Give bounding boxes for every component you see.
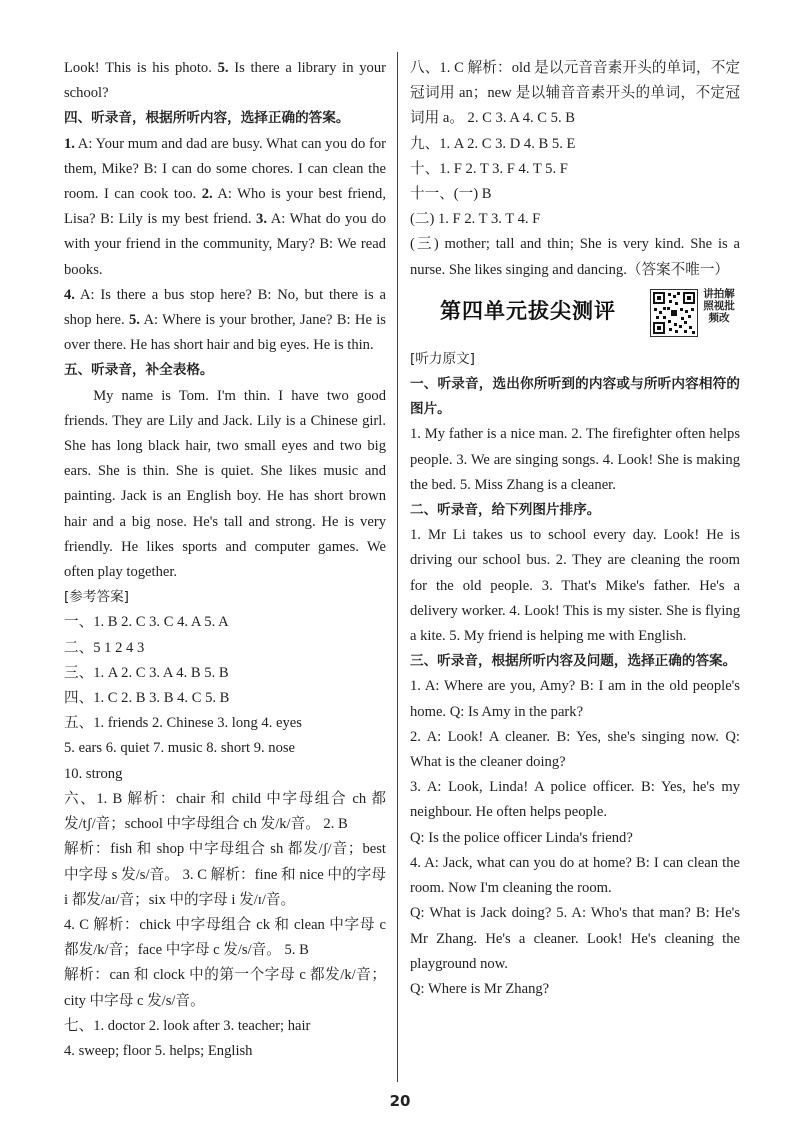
text: Look! This is his photo. xyxy=(64,60,218,76)
section-heading: 五、听录音，补全表格。 xyxy=(64,362,214,379)
text: B: No, but there is a shop here. xyxy=(64,286,386,329)
text: B: Lily is my best friend. xyxy=(100,211,257,228)
answer-line: 十、1. F 2. T 3. F 4. T 5. F xyxy=(410,160,568,177)
dialogue: 3. A: Look, Linda! A police officer. B: Yes, he's my neighbour. He often helps people. xyxy=(410,779,740,821)
answer-line: (二) 1. F 2. T 3. T 4. F xyxy=(410,211,541,228)
answer-line: 八、1. C 解析：old 是以元音音素开头的单词，不定冠词用 an；new 是以辅音音素开头的单词，不定冠词用 a。 2. C 3. A 4. C 5. B xyxy=(410,60,740,127)
answer-line: 5. ears 6. quiet 7. music 8. short 9. nose xyxy=(64,740,296,757)
section-heading: 四、听录音，根据所听内容，选择正确的答案。 xyxy=(64,110,350,127)
column-divider xyxy=(397,52,398,1082)
text: A: Your mum and dad are busy. What can you do for them, Mike? xyxy=(64,135,386,177)
dialogue: 2. A: Look! A cleaner. B: Yes, she's singing now. Q: What is the cleaner doing? xyxy=(410,728,740,771)
question-number: 4. xyxy=(64,286,75,303)
reference-answers-heading: [参考答案] xyxy=(64,589,129,606)
answer-line: 解析：can 和 clock 中的第一个字母 c 都发/k/音；city 中字母 c 发/s/音。 xyxy=(64,967,386,1009)
answer-line: 三、1. A 2. C 3. A 4. B 5. B xyxy=(64,664,229,681)
text: B: We read books. xyxy=(64,236,386,278)
paragraph xyxy=(64,132,386,283)
question-number: 2. xyxy=(201,186,213,203)
dialogue: 4. A: Jack, what can you do at home? B: I can clean the room. Now I'm cleaning the room. xyxy=(410,854,740,897)
text: A: Is there a bus stop here? xyxy=(74,286,258,303)
text: A: Where is your brother, Jane? xyxy=(139,312,337,329)
text: A: What do you do with your friend in the community, Mary? xyxy=(64,211,386,253)
right-column xyxy=(410,56,740,1002)
text: Is there a library in your school? xyxy=(64,60,386,102)
paragraph xyxy=(64,283,386,359)
question-number: 5. xyxy=(129,312,140,329)
answer-line: 十一、(一) B xyxy=(410,186,492,203)
question-number: 3. xyxy=(256,211,267,228)
passage: My name is Tom. I'm thin. I have two good friends. They are Lily and Jack. Lily is a Chinese girl. She has long black hair, two small eyes and two big ears. She is thin. She is quiet. She likes music and painting. Jack is an English boy. He has short brown hair and a big nose. He's tall and strong. He is very friendly. He likes sports and computer games. We often play together. xyxy=(64,387,386,581)
section-heading: 三、听录音，根据所听内容及问题，选择正确的答案。 xyxy=(410,653,737,670)
answer-line: 解析：fish 和 shop 中字母组合 sh 都发/ʃ/音；best 中字母 s 发/s/音。 3. C 解析：fine 和 nice 中的字母 i 都发/aɪ/音；six 中的字母 i 发/ɪ/音。 xyxy=(64,841,386,908)
section-heading: 一、听录音，选出你所听到的内容或与所听内容相符的图片。 xyxy=(410,376,740,418)
paragraph xyxy=(64,56,386,106)
dialogue: 1. A: Where are you, Amy? B: I am in the old people's home. Q: Is Amy in the park? xyxy=(410,678,740,720)
page-number: 20 xyxy=(389,1092,411,1110)
unit-title: 第四单元拔尖测评 xyxy=(440,298,616,323)
question-number: 1. xyxy=(64,135,75,152)
paragraph: 1. Mr Li takes us to school every day. Look! He is driving our school bus. 2. They are cleaning the room for the old people. 3. That's Mike's father. He's a delivery worker. 4. Look! This is my sister. She is flying a kite. 5. My friend is helping me with English. xyxy=(410,527,740,645)
text: B: He is over there. He has short hair and big eyes. He is thin. xyxy=(64,312,386,354)
listening-script-heading: [听力原文] xyxy=(410,350,475,367)
question-number: 5. xyxy=(217,60,229,76)
answer-line: 4. sweep; floor 5. helps; English xyxy=(64,1042,253,1059)
dialogue: Q: Where is Mr Zhang? xyxy=(410,980,550,997)
section-heading: 二、听录音，给下列图片排序。 xyxy=(410,502,601,519)
paragraph: 1. My father is a nice man. 2. The firefighter often helps people. 3. We are singing songs. 4. Look! She is making the bed. 5. Miss Zhang is a cleaner. xyxy=(410,426,740,493)
unit-title-block xyxy=(410,289,740,345)
answer-line: 五、1. friends 2. Chinese 3. long 4. eyes xyxy=(64,715,302,732)
dialogue: Q: Is the police officer Linda's friend? xyxy=(410,829,633,846)
dialogue: Q: What is Jack doing? 5. A: Who's that man? B: He's Mr Zhang. He's a cleaner. Look! He's cleaning the playground now. xyxy=(410,905,740,972)
text: B: I can do some chores. I can clean the room. I can cook too. xyxy=(64,160,386,203)
left-column xyxy=(64,56,386,1064)
answer-line: 4. C 解析：chick 中字母组合 ck 和 clean 中字母 c 都发/k/音；face 中字母 c 发/s/音。 5. B xyxy=(64,916,386,959)
answer-line: 六、1. B 解析：chair 和 child 中字母组合 ch 都发/tʃ/音；school 中字母组合 ch 发/k/音。 2. B xyxy=(64,790,386,833)
answer-line: 二、5 1 2 4 3 xyxy=(64,639,145,656)
qr-caption: 讲拍解照视批频改 xyxy=(703,287,735,324)
qr-code-icon[interactable] xyxy=(650,289,698,337)
answer-line: 四、1. C 2. B 3. B 4. C 5. B xyxy=(64,690,230,707)
text: A: Who is your best friend, Lisa? xyxy=(64,186,386,228)
answer-line: (三) mother; tall and thin; She is very kind. She is a nurse. She likes singing and dancing.（答案不唯一） xyxy=(410,236,740,278)
answer-line: 九、1. A 2. C 3. D 4. B 5. E xyxy=(410,135,576,152)
answer-line: 一、1. B 2. C 3. C 4. A 5. A xyxy=(64,614,229,631)
answer-line: 10. strong xyxy=(64,765,123,782)
answer-line: 七、1. doctor 2. look after 3. teacher; hair xyxy=(64,1017,311,1034)
